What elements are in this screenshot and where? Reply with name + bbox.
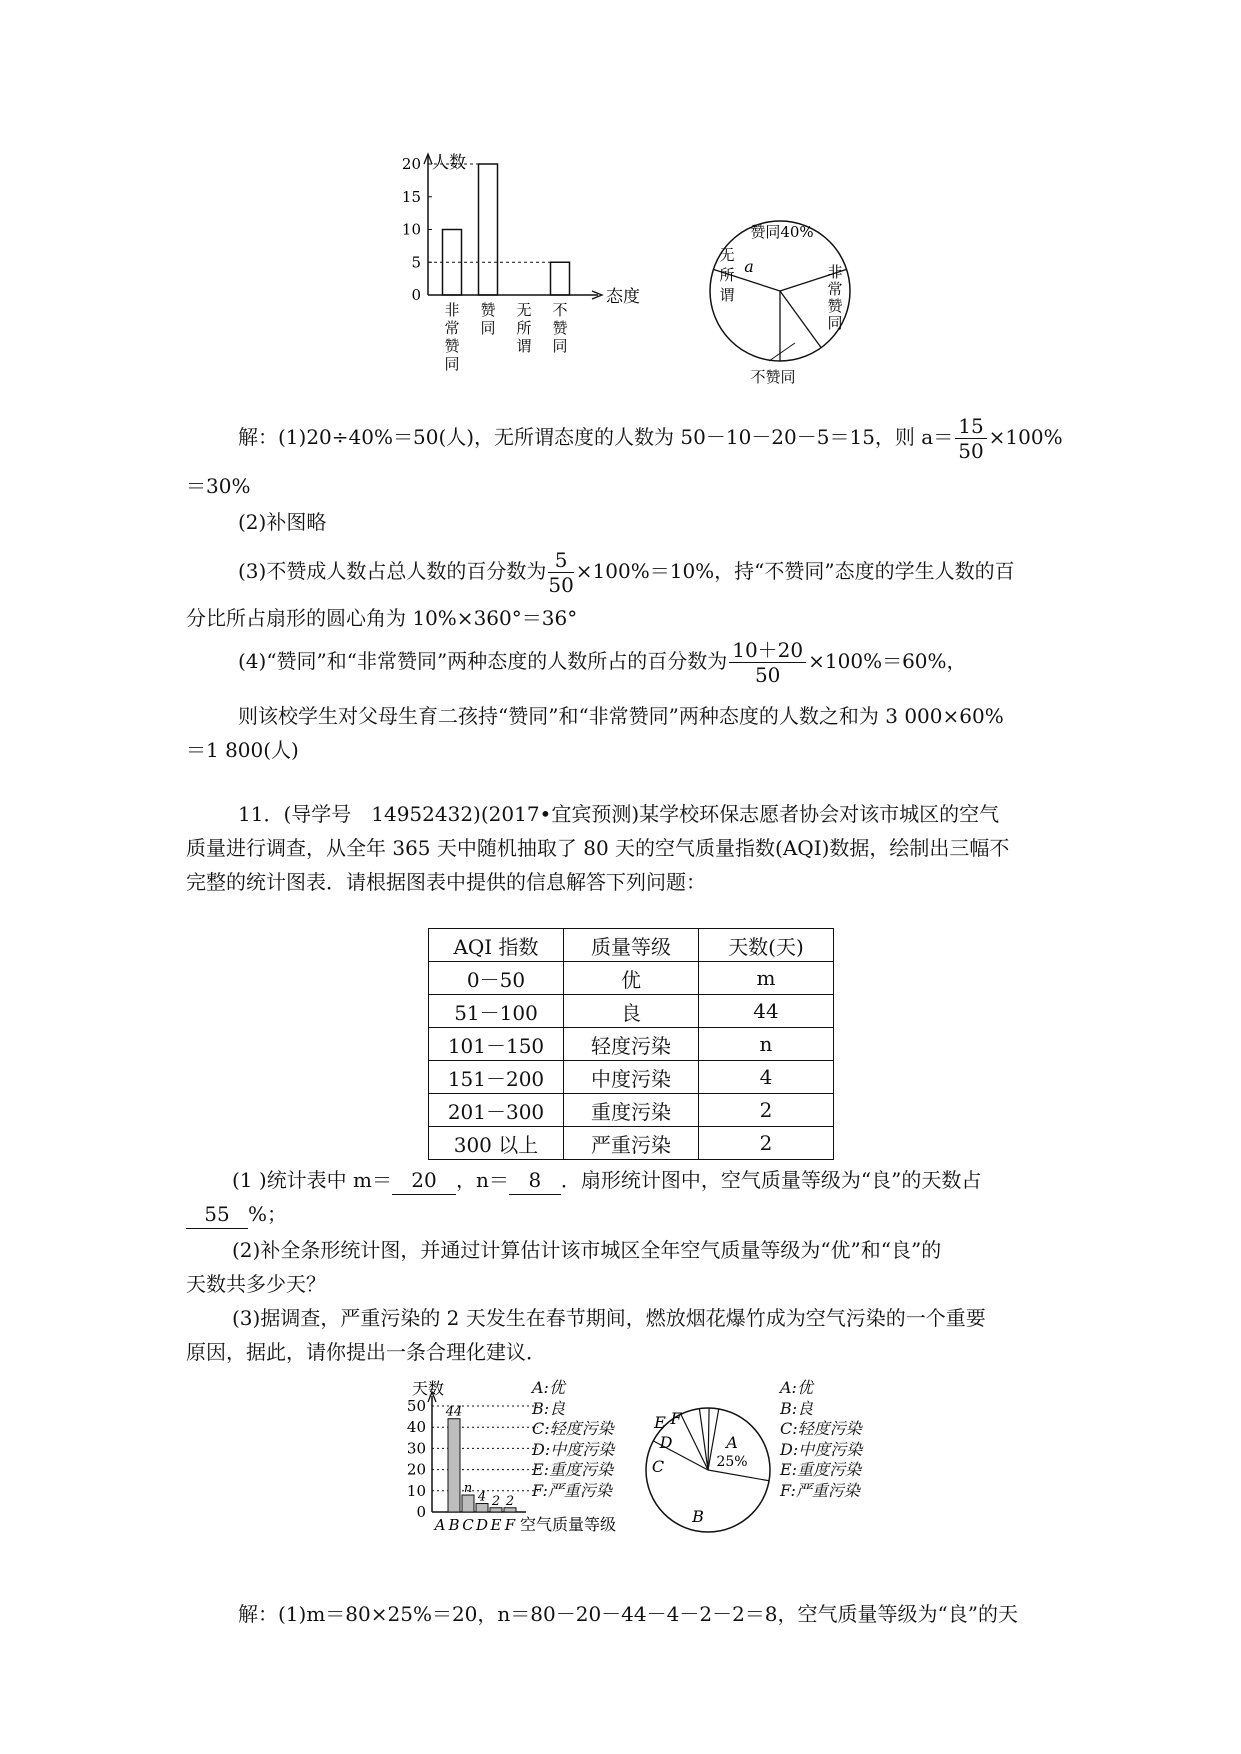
y-tick-label: 10 — [401, 220, 421, 239]
table-cell: 2 — [699, 1094, 834, 1127]
fig1-ylabel: 人数 — [432, 153, 466, 173]
aqi-table — [428, 928, 834, 1160]
q11-sub1b — [186, 1200, 287, 1229]
table-cell: 44 — [699, 995, 834, 1028]
pie-label: 无 — [719, 246, 735, 264]
x-category-label: 常 — [444, 319, 460, 337]
q11-sub3b: 原因，据此，请你提出一条合理化建议． — [186, 1340, 546, 1364]
legend-item: E:重度污染 — [532, 1460, 614, 1480]
x-category-label: E — [490, 1516, 502, 1534]
pie-label: E — [654, 1413, 666, 1432]
y-tick-label: 10 — [406, 1481, 426, 1500]
sol10-text: 解：(1)20÷40%＝50(人)，无所谓态度的人数为 50－10－20－5＝15，则 a＝ — [238, 425, 954, 449]
pie-label: 赞 — [827, 297, 843, 315]
pie-label: D — [659, 1433, 673, 1452]
q11-line1: 11．(导学号 14952432)(2017•宜宾预测)某学校环保志愿者协会对该市城区的空气 — [238, 802, 1000, 826]
frac-den: 50 — [754, 663, 781, 687]
table-cell: 300 以上 — [429, 1127, 564, 1160]
sol10-text: ×100%＝60%， — [808, 649, 967, 673]
answer-blank-n: 8 — [509, 1166, 561, 1195]
fraction — [729, 638, 806, 687]
fig2-legend-right — [780, 1378, 862, 1502]
legend-item: B:良 — [780, 1398, 814, 1418]
legend-item: A:优 — [780, 1378, 813, 1397]
y-tick-label: 0 — [411, 286, 421, 304]
bar-data-label: 4 — [477, 1489, 487, 1505]
sol10-text: ×100% — [988, 425, 1063, 449]
sol10-line4 — [238, 638, 967, 687]
pie-label: 赞同40% — [750, 223, 814, 241]
x-category-label: 非 — [444, 301, 460, 319]
table-cell: 0－50 — [429, 962, 564, 995]
q11-text: (1 )统计表中 m＝ — [232, 1168, 393, 1192]
legend-item: E:重度污染 — [780, 1460, 862, 1480]
answer-blank-pct: 55 — [186, 1200, 248, 1229]
table-cell: 优 — [564, 962, 699, 995]
legend-item: C:轻度污染 — [532, 1419, 614, 1439]
x-category-label: D — [475, 1516, 489, 1534]
x-category-label: A — [434, 1516, 446, 1534]
legend-item: B:良 — [532, 1398, 566, 1418]
pie-label: F — [670, 1409, 682, 1428]
fig2-ylabel: 天数 — [412, 1379, 445, 1398]
x-category-label: 赞 — [444, 337, 460, 355]
x-category-label: 不 — [552, 301, 568, 319]
bar — [448, 1419, 460, 1512]
table-row — [429, 1028, 834, 1061]
x-axis-label: 态度 — [606, 287, 640, 307]
bar — [476, 1504, 488, 1512]
bar — [479, 164, 498, 295]
frac-num: 10＋20 — [729, 638, 806, 663]
legend-item: C:轻度污染 — [780, 1419, 862, 1439]
x-category-label: 赞 — [552, 319, 568, 337]
table-cell: 4 — [699, 1061, 834, 1094]
sol10-line3 — [238, 548, 1015, 597]
y-tick-label: 20 — [401, 155, 421, 173]
pie-slice-edge — [708, 1470, 769, 1481]
sol10-text: (3)不赞成人数占总人数的百分数为 — [238, 559, 547, 583]
legend-item: D:中度污染 — [532, 1439, 615, 1459]
sol10-line2: (2)补图略 — [238, 510, 327, 534]
y-tick-label: 50 — [406, 1397, 426, 1415]
table-cell: 严重污染 — [564, 1127, 699, 1160]
table-cell: 2 — [699, 1127, 834, 1160]
bar — [551, 262, 570, 295]
q11-sub1 — [232, 1166, 981, 1195]
bar — [462, 1495, 474, 1512]
bar-data-label: 2 — [505, 1493, 515, 1509]
q11-text: ．扇形统计图中，空气质量等级为“良”的天数占 — [560, 1168, 982, 1192]
q11-text: %； — [248, 1202, 288, 1226]
table-cell: 101－150 — [429, 1028, 564, 1061]
table-row — [429, 995, 834, 1028]
pie-label: 非 — [827, 263, 843, 281]
sol11-line1: 解：(1)m＝80×25%＝20，n＝80－20－44－4－2－2＝8，空气质量等级为“良”的天 — [238, 1602, 1018, 1626]
y-tick-label: 40 — [406, 1418, 426, 1437]
x-category-label: F — [504, 1516, 516, 1534]
fig1-bar-chart — [401, 150, 690, 410]
table-row — [429, 1061, 834, 1094]
fraction — [548, 548, 573, 597]
bar-data-label: n — [463, 1481, 473, 1497]
table-cell: n — [699, 1028, 834, 1061]
q11-sub2b: 天数共多少天？ — [186, 1272, 326, 1296]
sol10-line5b: ＝1 800(人) — [186, 738, 299, 762]
x-category-label: 所 — [516, 319, 532, 337]
pie-variable-label: a — [744, 257, 754, 276]
table-header: AQI 指数 — [429, 929, 564, 962]
sol10-line1c: ＝30% — [186, 474, 251, 498]
q11-line3: 完整的统计图表．请根据图表中提供的信息解答下列问题： — [186, 870, 706, 894]
x-category-label: 同 — [552, 337, 568, 355]
table-header: 质量等级 — [564, 929, 699, 962]
legend-item: F:严重污染 — [780, 1480, 860, 1500]
pie-slice-edge — [780, 291, 821, 348]
legend-item: F:严重污染 — [532, 1480, 612, 1500]
legend-item: A:优 — [532, 1378, 565, 1397]
x-category-label: 同 — [444, 355, 460, 373]
pie-label: A — [726, 1433, 738, 1452]
q11-sub3: (3)据调查，严重污染的 2 天发生在春节期间，燃放烟花爆竹成为空气污染的一个重要 — [232, 1306, 986, 1330]
pie-label: 不赞同 — [750, 368, 796, 386]
frac-den: 50 — [958, 439, 984, 463]
x-category-label: 无 — [516, 301, 532, 319]
sol10-text: ×100%＝10%，持“不赞同”态度的学生人数的百 — [575, 559, 1015, 583]
pie-label: 常 — [827, 280, 843, 298]
x-category-label: 谓 — [516, 337, 532, 355]
y-tick-label: 30 — [406, 1439, 426, 1458]
table-header-row — [429, 929, 834, 962]
sol10-line3c: 分比所占扇形的圆心角为 10%×360°＝36° — [186, 606, 578, 630]
y-tick-label: 20 — [406, 1460, 426, 1479]
table-cell: 重度污染 — [564, 1094, 699, 1127]
pie-label: 谓 — [719, 286, 735, 304]
table-cell: 中度污染 — [564, 1061, 699, 1094]
table-row — [429, 1127, 834, 1160]
table-cell: 轻度污染 — [564, 1028, 699, 1061]
bar-data-label: 2 — [491, 1493, 501, 1509]
x-category-label: B — [448, 1516, 460, 1534]
pie-label: B — [692, 1507, 704, 1526]
y-tick-label: 15 — [401, 187, 421, 206]
legend-item: D:中度污染 — [780, 1439, 863, 1459]
pie-label: 所 — [719, 266, 735, 284]
q11-line2: 质量进行调查，从全年 365 天中随机抽取了 80 天的空气质量指数(AQI)数据，绘制出三幅不 — [186, 836, 1010, 860]
fig2-legend-left — [532, 1378, 614, 1502]
pie-label: C — [651, 1457, 665, 1476]
x-category-label: 赞 — [480, 301, 496, 319]
bar-data-label: 44 — [445, 1404, 463, 1420]
table-header: 天数(天) — [699, 929, 834, 962]
pie-slice-edge — [708, 1408, 709, 1470]
q11-text: ，n＝ — [456, 1168, 509, 1192]
y-tick-label: 0 — [416, 1503, 426, 1521]
x-category-label: 同 — [480, 319, 496, 337]
y-tick-label: 5 — [411, 253, 421, 272]
pie-percent-label: 25% — [716, 1454, 748, 1470]
fraction — [955, 414, 986, 463]
table-row — [429, 962, 834, 995]
x-category-label: C — [462, 1516, 474, 1534]
sol10-line5: 则该校学生对父母生育二孩持“赞同”和“非常赞同”两种态度的人数之和为 3 000×60% — [238, 704, 1004, 728]
fig1-pie-chart — [705, 215, 865, 390]
sol10-text: (4)“赞同”和“非常赞同”两种态度的人数所占的百分数为 — [238, 649, 728, 673]
answer-blank-m: 20 — [392, 1166, 456, 1195]
frac-num: 5 — [548, 548, 573, 573]
table-cell: 151－200 — [429, 1061, 564, 1094]
table-row — [429, 1094, 834, 1127]
table-cell: 51－100 — [429, 995, 564, 1028]
frac-num: 15 — [955, 414, 986, 439]
fig2-pie-chart — [636, 1386, 776, 1536]
table-cell: m — [699, 962, 834, 995]
q11-sub2: (2)补全条形统计图，并通过计算估计该市城区全年空气质量等级为“优”和“良”的 — [232, 1238, 942, 1262]
table-cell: 201－300 — [429, 1094, 564, 1127]
pie-leader-line — [769, 343, 795, 361]
sol10-line1 — [238, 414, 1063, 463]
pie-label: 同 — [827, 314, 843, 332]
x-axis-label: 空气质量等级 — [520, 1515, 617, 1534]
frac-den: 50 — [548, 573, 574, 597]
table-cell: 良 — [564, 995, 699, 1028]
